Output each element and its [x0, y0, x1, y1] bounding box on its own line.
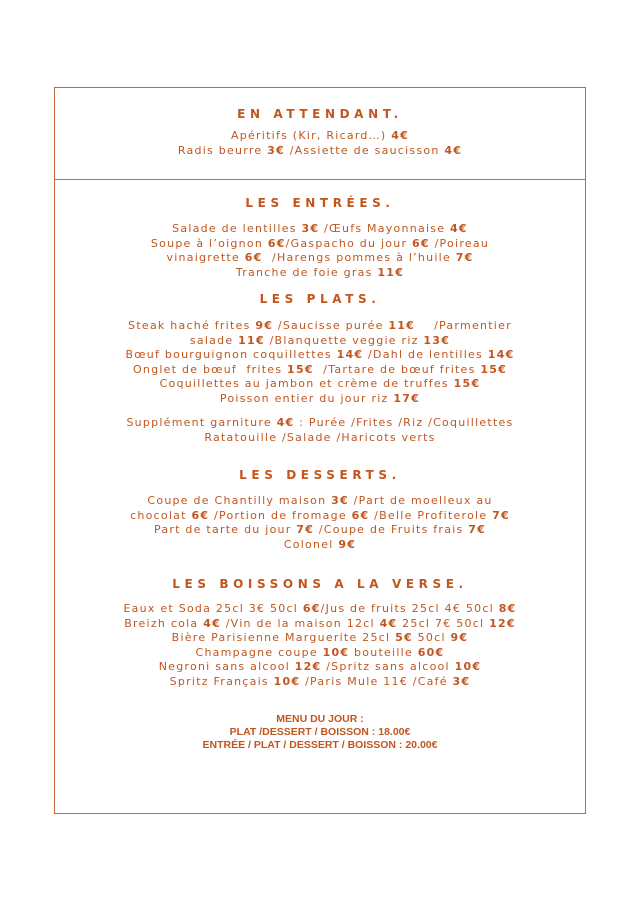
item-text: /Blanquette veggie riz — [264, 333, 424, 347]
price: 14€ — [487, 348, 515, 362]
item-text: Onglet de bœuf frites — [132, 362, 288, 376]
item-text: Coupe de Chantilly maison — [147, 494, 332, 507]
menu-line — [55, 266, 585, 281]
desserts-items — [55, 494, 585, 552]
price: 3€ — [452, 674, 471, 688]
menu-line — [55, 416, 585, 431]
item-text: /Œufs Mayonnaise — [319, 222, 451, 235]
price: 11€ — [388, 319, 416, 332]
price: 17€ — [393, 391, 421, 405]
item-text: : Purée /Frites /Riz /Coquillettes — [294, 416, 514, 429]
menu-line — [55, 602, 585, 617]
item-text: /Poireau — [429, 236, 490, 250]
price: 4€ — [379, 616, 398, 630]
menu-line — [55, 509, 585, 524]
price: 6€ — [302, 602, 321, 615]
menu-frame — [54, 87, 586, 814]
item-text: Poisson entier du jour riz — [219, 391, 394, 405]
price: 6€ — [267, 236, 286, 250]
item-text: Apéritifs (Kir, Ricard…) — [230, 129, 392, 142]
price: 10€ — [273, 674, 301, 688]
item-text: /Harengs pommes à l’huile — [262, 251, 456, 265]
price: 4€ — [203, 616, 221, 630]
entrees-items — [55, 222, 585, 280]
menu-line — [55, 431, 585, 446]
item-text: Tranche de foie gras — [235, 265, 378, 279]
en-attendant-items — [55, 129, 585, 158]
menu-line — [55, 631, 585, 646]
item-text: /Portion de fromage — [209, 508, 352, 522]
item-text: Champagne coupe — [195, 645, 323, 659]
item-text: Eaux et Soda 25cl 3€ 50cl — [123, 602, 303, 615]
section-title-plats: LES PLATS. — [259, 292, 381, 306]
item-text: Salade de lentilles — [172, 222, 302, 235]
item-text: salade — [189, 333, 239, 347]
price: 10€ — [322, 645, 350, 659]
price: 7€ — [492, 508, 510, 522]
price: 3€ — [331, 494, 349, 507]
item-text: Ratatouille /Salade /Haricots verts — [204, 430, 436, 444]
price: 3€ — [301, 222, 320, 235]
price: 7€ — [468, 523, 487, 537]
item-text: /Dahl de lentilles — [363, 348, 488, 362]
item-text: Spritz Français — [169, 674, 274, 688]
menu-line — [55, 144, 585, 159]
price: 6€ — [351, 508, 370, 522]
item-text: /Gaspacho du jour — [285, 236, 413, 250]
price: 7€ — [296, 523, 315, 537]
item-text: Coquillettes au jambon et crème de truffes — [159, 377, 454, 391]
menu-line — [55, 237, 585, 252]
item-text: Radis beurre — [177, 143, 268, 157]
menu-line — [55, 494, 585, 509]
price: 6€ — [244, 251, 263, 265]
price: 5€ — [395, 631, 413, 645]
menu-du-jour-title: MENU DU JOUR : — [276, 713, 364, 725]
item-text: /Saucisse purée — [273, 319, 389, 332]
price: 12€ — [294, 660, 322, 674]
price: 15€ — [287, 362, 314, 376]
item-text: /Tartare de bœuf frites — [313, 362, 481, 376]
price: 10€ — [454, 660, 482, 674]
price: 9€ — [338, 537, 357, 551]
item-text: chocolat — [130, 508, 192, 522]
plats-items — [55, 319, 585, 407]
item-text: Part de tarte du jour — [153, 523, 297, 537]
item-text: /Assiette de saucisson — [284, 143, 445, 157]
item-text: Soupe à l’oignon — [150, 236, 268, 250]
price: 4€ — [276, 416, 295, 429]
section-title-boissons: LES BOISSONS A LA VERSE. — [172, 577, 468, 591]
section-title-desserts: LES DESSERTS. — [239, 468, 401, 482]
price: 4€ — [391, 129, 410, 142]
price: 60€ — [417, 645, 445, 659]
price: 3€ — [267, 143, 285, 157]
menu-line — [55, 222, 585, 237]
menu-line — [55, 660, 585, 675]
item-text: /Spritz sans alcool — [321, 660, 455, 674]
item-text: /Belle Profiterole — [369, 508, 493, 522]
menu-line — [55, 538, 585, 553]
menu-line — [55, 334, 585, 349]
menu-line — [55, 319, 585, 334]
menu-line — [55, 392, 585, 407]
garniture-items — [55, 416, 585, 445]
item-text: Steak haché frites — [128, 319, 256, 332]
menu-line — [55, 377, 585, 392]
menu-du-jour-formula-2: ENTRÉE / PLAT / DESSERT / BOISSON : 20.00€ — [202, 739, 438, 751]
price: 8€ — [498, 602, 517, 615]
menu-line — [55, 523, 585, 538]
section-divider — [55, 179, 585, 180]
boissons-items — [55, 602, 585, 690]
item-text: Negroni sans alcool — [158, 660, 295, 674]
item-text: /Jus de fruits 25cl 4€ 50cl — [320, 602, 499, 615]
price: 15€ — [453, 377, 481, 391]
price: 13€ — [423, 333, 451, 347]
item-text: 50cl — [412, 631, 451, 645]
item-text: Bœuf bourguignon coquillettes — [125, 348, 337, 362]
item-text: /Coupe de Fruits frais — [314, 523, 469, 537]
menu-line — [55, 675, 585, 690]
price: 9€ — [255, 319, 274, 332]
price: 6€ — [191, 508, 210, 522]
menu-du-jour-formula-1: PLAT /DESSERT / BOISSON : 18.00€ — [229, 726, 411, 738]
price: 9€ — [450, 631, 469, 645]
item-text: Breizh cola — [124, 616, 204, 630]
item-text: /Paris Mule 11€ /Café — [300, 674, 453, 688]
item-text: /Vin de la maison 12cl — [220, 616, 380, 630]
item-text: Bière Parisienne Marguerite 25cl — [171, 631, 396, 645]
price: 4€ — [444, 143, 463, 157]
price: 12€ — [489, 616, 516, 630]
item-text: /Parmentier — [415, 319, 512, 332]
price: 11€ — [238, 333, 265, 347]
item-text: bouteille — [349, 645, 418, 659]
menu-line — [55, 251, 585, 266]
price: 11€ — [377, 265, 405, 279]
item-text: Colonel — [283, 537, 339, 551]
menu-line — [55, 363, 585, 378]
price: 4€ — [450, 222, 468, 235]
section-title-entrees: LES ENTRÉES. — [245, 196, 395, 210]
item-text: 25cl 7€ 50cl — [397, 616, 490, 630]
item-text: Supplément garniture — [126, 416, 277, 429]
menu-line — [55, 348, 585, 363]
price: 7€ — [455, 251, 474, 265]
menu-du-jour — [55, 713, 585, 752]
section-title-en-attendant: EN ATTENDANT. — [237, 107, 403, 121]
menu-line — [55, 617, 585, 632]
price: 6€ — [412, 236, 430, 250]
price: 15€ — [480, 362, 508, 376]
item-text: /Part de moelleux au — [348, 494, 493, 507]
price: 14€ — [336, 348, 364, 362]
menu-line — [55, 646, 585, 661]
menu-line — [55, 129, 585, 144]
item-text: vinaigrette — [166, 251, 245, 265]
